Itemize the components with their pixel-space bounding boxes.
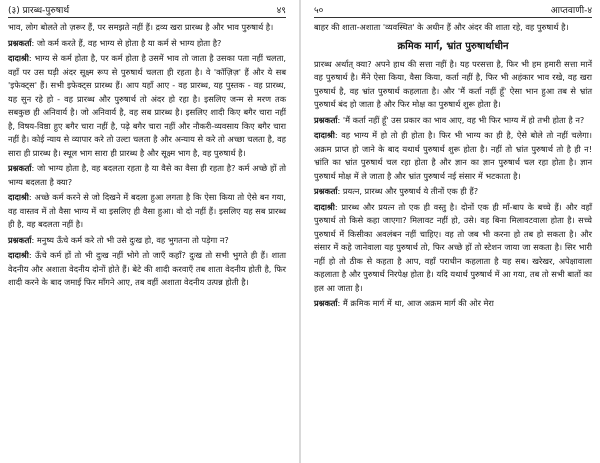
- paragraph: प्रश्नकर्ता: मैं क्रमिक मार्ग में था, आज अक्रम मार्ग की ओर मेरा: [314, 298, 494, 308]
- left-page-body: [8, 21, 286, 290]
- paragraph: प्रारब्ध अर्थात् क्या? अपने हाथ की सत्ता नहीं है। यह परसत्ता है, फिर भी हम हमारी सत्ता मानें वह पुरुषार्थ है। मैंने ऐसा किया, वैसा किया, कर्ता नहीं है, फिर भी अहंकार भाव रखे, वह खरा पुरुषार्थ है, वह भ्रांत पुरुषार्थ कहलाता है। और 'मैं कर्ता नहीं हूँ' ऐसा भान हुआ तब से भ्रांत पुरुषार्थ बंद हो जाता है और फिर मोक्ष का पुरुषार्थ शुरू होता है।: [314, 58, 592, 109]
- paragraph: प्रश्नकर्ता: जो भाग्य होता है, वह बदलता रहता है या वैसे का वैसा ही रहता है? कर्म अच्छे हों तो भाग्य बदलता है क्या?: [8, 163, 286, 187]
- speaker-label: दादाश्री: [314, 201, 335, 212]
- paragraph: भाव, लोग बोलते तो ज़रूर हैं, पर समझते नहीं हैं। द्रव्य खरा प्रारब्ध है और भाव पुरुषार्थ है।: [8, 22, 274, 32]
- speaker-label: दादाश्री: [8, 192, 29, 202]
- paragraph: प्रश्नकर्ता: मनुष्य ऊँचे कर्म करे तो भी उसे दुःख हो, वह भुगतना तो पड़ेगा न?: [8, 234, 229, 245]
- right-book-title: आप्तवाणी-४: [550, 6, 592, 16]
- speaker-label: प्रश्नकर्ता: [314, 186, 338, 196]
- paragraph: बाहर की शाता-अशाता 'व्यवस्थित' के अधीन हैं और अंदर की शाता रहे, वह पुरुषार्थ है।: [314, 22, 569, 32]
- right-page: [300, 0, 600, 463]
- paragraph: दादाश्री: भाग्य से कर्म होता है, पर कर्म होता है उसमें भाव तो जाता है उसका पता नहीं चलता, वहाँ पर उस घड़ी अंदर सूक्ष्म रूप से पुरुषार्थ चलता ही रहता है। वे 'कॉज़िज़' हैं और ये सब 'इफेक्ट्स' हैं। सभी इफेक्ट्स प्रारब्ध हैं। आप यहाँ आए - वह प्रारब्ध, यह पुस्तक - वह प्रारब्ध, यह सुन रहे हो - वह प्रारब्ध और पुरुषार्थ तो अंदर हो रहा है। इसलिए जन्म से मरण तक सबकुछ ही अनिवार्य है। जो अनिवार्य है, वह सब प्रारब्ध है। इसलिए शादी किए बगैर चारा नहीं है, विषय-विष्ठा हुए बगैर चारा नहीं है, पढ़े बगैर चारा नहीं और नौकरी-व्यवसाय किए बगैर चारा नहीं है। कोई न्याय से व्यापार करे तो उल्टा चलता है और अन्याय से करे तो अच्छा चलता है, वह सारा ही प्रारब्ध है। स्थूल भाग सारा ही प्रारब्ध है और सूक्ष्म भाग है, वह पुरुषार्थ है।: [8, 53, 286, 158]
- speaker-label: प्रश्नकर्ता: [314, 298, 338, 308]
- paragraph: प्रश्नकर्ता: 'मैं कर्ता नहीं हूँ' उस प्रकार का भाव आए, वह भी फिर भाग्य में हो तभी होता है न?: [314, 114, 585, 125]
- speaker-label: दादाश्री: [314, 130, 335, 140]
- paragraph: प्रश्नकर्ता: जो कर्म करते हैं, वह भाग्य से होता है या कर्म से भाग्य होता है?: [8, 37, 222, 48]
- left-chapter-title: (३) प्रारब्ध-पुरुषार्थ: [8, 6, 70, 16]
- paragraph: दादाश्री: अच्छे कर्म करने से जो दिखने में बदला हुआ लगता है कि ऐसा किया तो ऐसे बन गया, वह वास्तव में तो वैसा भाग्य में था इसलिए ही वैसा हुआ। वो दो नहीं हैं। इसलिए यह सब प्रारब्ध ही है, वह बदलता नहीं है।: [8, 192, 286, 229]
- speaker-label: प्रश्नकर्ता: [8, 37, 32, 48]
- speaker-label: दादाश्री: [8, 250, 29, 260]
- left-page-header: [8, 1, 286, 18]
- right-page-header: [314, 1, 592, 18]
- section-title: क्रमिक मार्ग, भ्रांत पुरुषार्थाधीन: [397, 40, 509, 52]
- left-page-number: ४९: [276, 6, 286, 16]
- speaker-label: दादाश्री: [8, 53, 29, 63]
- paragraph: प्रश्नकर्ता: प्रयत्न, प्रारब्ध और पुरुषार्थ ये तीनों एक ही हैं?: [314, 186, 479, 196]
- paragraph: दादाश्री: ऊँचे कर्म हों तो भी दुःख नहीं भोगे तो जाएँ कहाँ? दुःख तो सभी भुगते ही हैं। शाता वेदनीय और अशाता वेदनीय दोनों होते हैं। बेटे की शादी करवाएँ तब शाता वेदनीय होती है, फिर शादी करने के बाद जमाई फिर माँगने आए, तब वहीं अशाता वेदनीय उत्पन्न होती है।: [8, 250, 286, 287]
- paragraph: दादाश्री: वह भाग्य में हो तो ही होता है। फिर भी भाग्य का ही है, ऐसे बोले तो नहीं चलेगा। अक्रम प्राप्त हो जाने के बाद यथार्थ पुरुषार्थ शुरू होता है। नहीं तो भ्रांत पुरुषार्थ तो है ही न! भ्रांति का भ्रांत पुरुषार्थ चल रहा होता है और ज्ञान का ज्ञान पुरुषार्थ चल रहा होता है। ज्ञान पुरुषार्थ मोक्ष में ले जाता है और भ्रांत पुरुषार्थ नई संसार में भटकाता है।: [314, 130, 592, 181]
- paragraph: दादाश्री: प्रारब्ध और प्रयत्न तो एक ही वस्तु है। दोनों एक ही माँ-बाप के बच्चे हैं। और वहाँ पुरुषार्थ तो किसे कहा जाएगा? मिलावट नहीं हो, उसे। वह बिना मिलावटवाला होता है। सच्चे पुरुषार्थ में किसीका अवलंबन नहीं चाहिए। वह तो जब भी करना हो तब हो सकता है। और संसार में कहे जानेवाला यह पुरुषार्थ तो, फिर अच्छे हों तो स्टेशन जाया जा सकता है। सिर भारी नहीं हो तो ठीक से कहता है आप, वहाँ पराधीन कहलाता है यह सब। खरेखर, अपेक्षावाला कहलाता है और पुरुषार्थ निरपेक्ष होता है। यदि यथार्थ पुरुषार्थ में आ गया, तब तो सभी बातों का हल आ जाता है।: [314, 201, 592, 293]
- speaker-label: प्रश्नकर्ता: [8, 234, 32, 245]
- speaker-label: प्रश्नकर्ता: [8, 163, 32, 173]
- right-page-body: [314, 21, 592, 311]
- speaker-label: प्रश्नकर्ता: [314, 114, 338, 125]
- right-page-number: ५०: [314, 6, 324, 16]
